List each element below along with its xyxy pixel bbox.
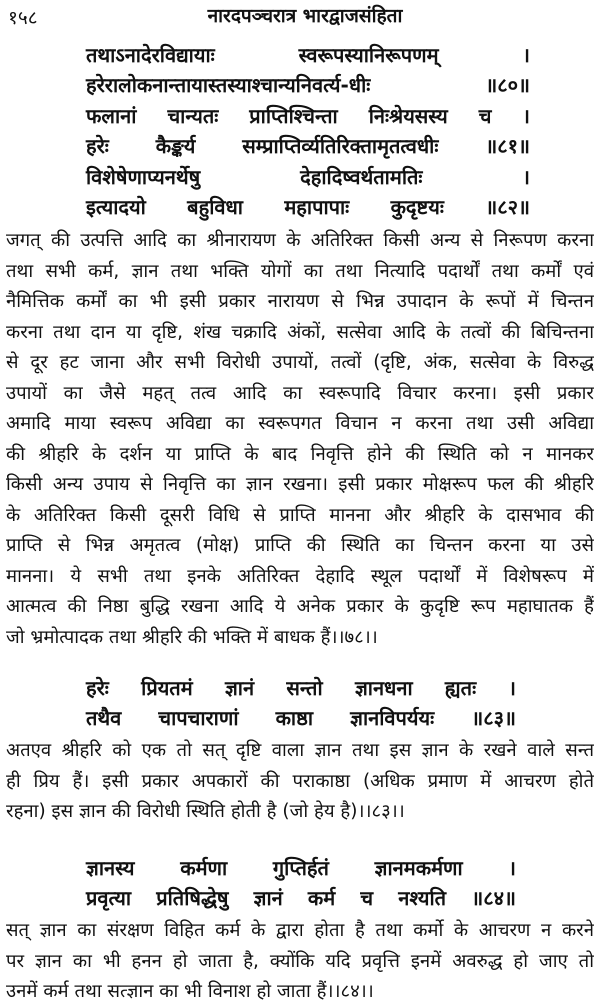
commentary-line: अतएव श्रीहरि को एक तो सत् दृष्टि वाला ज्ञान तथा इस ज्ञान के रखने वाले सन्त xyxy=(6,740,594,761)
commentary-line: नैमित्तिक कर्मों का भी इसी प्रकार नारायण से भिन्न उपादान के रूपों में चिन्तन xyxy=(6,291,594,312)
commentary-line: मानना। ये सभी तथा इनके अतिरिक्त देहादि स्थूल पदार्थों में विशेषरूप में xyxy=(6,565,594,587)
commentary-line: जो भ्रमोत्पादक तथा श्रीहरि की भक्ति में बाधक हैं।।७८।। xyxy=(6,626,378,648)
commentary-line: उपायों का जैसे महत् तत्व आदि का स्वरूपादि विचार करना। इसी प्रकार xyxy=(6,382,594,404)
page-number: १५८ xyxy=(8,7,38,29)
verse-line: विशेषेणाप्यनर्थेषु देहादिष्वर्थतामतिः । xyxy=(86,164,530,189)
verse-83 xyxy=(86,673,516,734)
verse-line: फलानां चान्यतः प्राप्तिश्चिन्ता निःश्रेयसस्य च । xyxy=(86,103,530,128)
commentary-line: आत्मत्व की निष्ठा बुद्धि रखना आदि ये अनेक प्रकार के कुदृष्टि रूप महाघातक हैं xyxy=(6,596,594,617)
commentary-line: के अतिरिक्त किसी दूसरी विधि से प्राप्ति मानना और श्रीहरि के दासभाव की xyxy=(6,504,594,526)
running-title: नारदपञ्चरात्र भारद्वाजसंहिता xyxy=(207,5,403,27)
commentary-line: से दूर हट जाना और सभी विरोधी उपायों, तत्वों (दृष्टि, अंक, सत्सेवा के विरुद्ध xyxy=(6,352,594,373)
commentary-line: करना तथा दान या दृष्टि, शंख चक्रादि अंकों, सत्सेवा आदि के तत्वों की बिचिन्तना xyxy=(6,321,594,343)
commentary-line: उनमें कर्म तथा सत्ज्ञान का भी विनाश हो जाता हैं।।८४।। xyxy=(6,981,374,1002)
commentary-line: की श्रीहरि के दर्शन या प्राप्ति के बाद निवृत्ति होने की स्थिति को न मानकर xyxy=(6,443,594,465)
verse-line: हरेः प्रियतमं ज्ञानं सन्तो ज्ञानधना ह्यतः । xyxy=(86,676,516,700)
verse-line: तथाऽनादेरविद्यायाः स्वरूपस्यानिरूपणम् । xyxy=(86,43,530,67)
commentary-line: तथा सभी कर्म, ज्ञान तथा भक्ति योगों का तथा नित्यादि पदार्थों तथा कर्मों एवं xyxy=(6,260,594,282)
verse-line: प्रवृत्या प्रतिषिद्धेषु ज्ञानं कर्म च नश्यति ॥८४॥ xyxy=(86,886,516,911)
verse-line: तथैव चापचाराणां काष्ठा ज्ञानविपर्ययः ॥८३॥ xyxy=(86,706,516,731)
verse-line: इत्यादयो बहुविधा महापापाः कुदृष्टयः ॥८२॥ xyxy=(86,194,530,219)
commentary-line: जगत् की उत्पत्ति आदि का श्रीनारायण के अतिरिक्त किसी अन्य से निरूपण करना xyxy=(6,230,594,251)
commentary-line: रहना) इस ज्ञान की विरोधी स्थिति होती है (जो हेय है)।।८३।। xyxy=(6,801,405,822)
commentary-line: सत् ज्ञान का संरक्षण विहित कर्म के द्वारा होता है तथा कर्मो के आचरण न करने xyxy=(6,920,594,941)
commentary-line: अमादि माया स्वरूप अविद्या का स्वरूपगत विचान न करना तथा उसी अविद्या xyxy=(6,413,594,434)
verse-line: हरेः कैङ्कर्य सम्प्राप्तिर्व्यतिरिक्तामृतत्वधीः ॥८१॥ xyxy=(86,134,530,159)
commentary-line: किसी अन्य उपाय से निवृत्ति का ज्ञान रखना। इसी प्रकार मोक्षरूप फल की श्रीहरि xyxy=(6,474,594,495)
verse-line: हरेरालोकनान्तायास्तस्याश्चान्यनिवर्त्य-धीः ॥८०॥ xyxy=(86,73,530,98)
commentary-line: प्राप्ति से भिन्न अमृतत्व (मोक्ष) प्राप्ति की स्थिति का चिन्तन करना या उसे xyxy=(6,535,594,556)
commentary-line: पर ज्ञान का भी हनन हो जाता है, क्योंकि यदि प्रवृत्ति इनमें अवरुद्ध हो जाए तो xyxy=(6,950,594,972)
commentary-78 xyxy=(6,226,594,653)
commentary-84 xyxy=(6,916,594,1008)
commentary-83 xyxy=(6,736,594,828)
verse-80-82 xyxy=(86,40,530,222)
commentary-line: ही प्रिय हैं। इसी प्रकार अपकारों की पराकाष्ठा (अधिक प्रमाण में आचरण होते xyxy=(6,770,594,792)
verse-84 xyxy=(86,853,516,914)
verse-line: ज्ञानस्य कर्मणा गुप्तिर्हतं ज्ञानमकर्मणा । xyxy=(86,856,516,880)
